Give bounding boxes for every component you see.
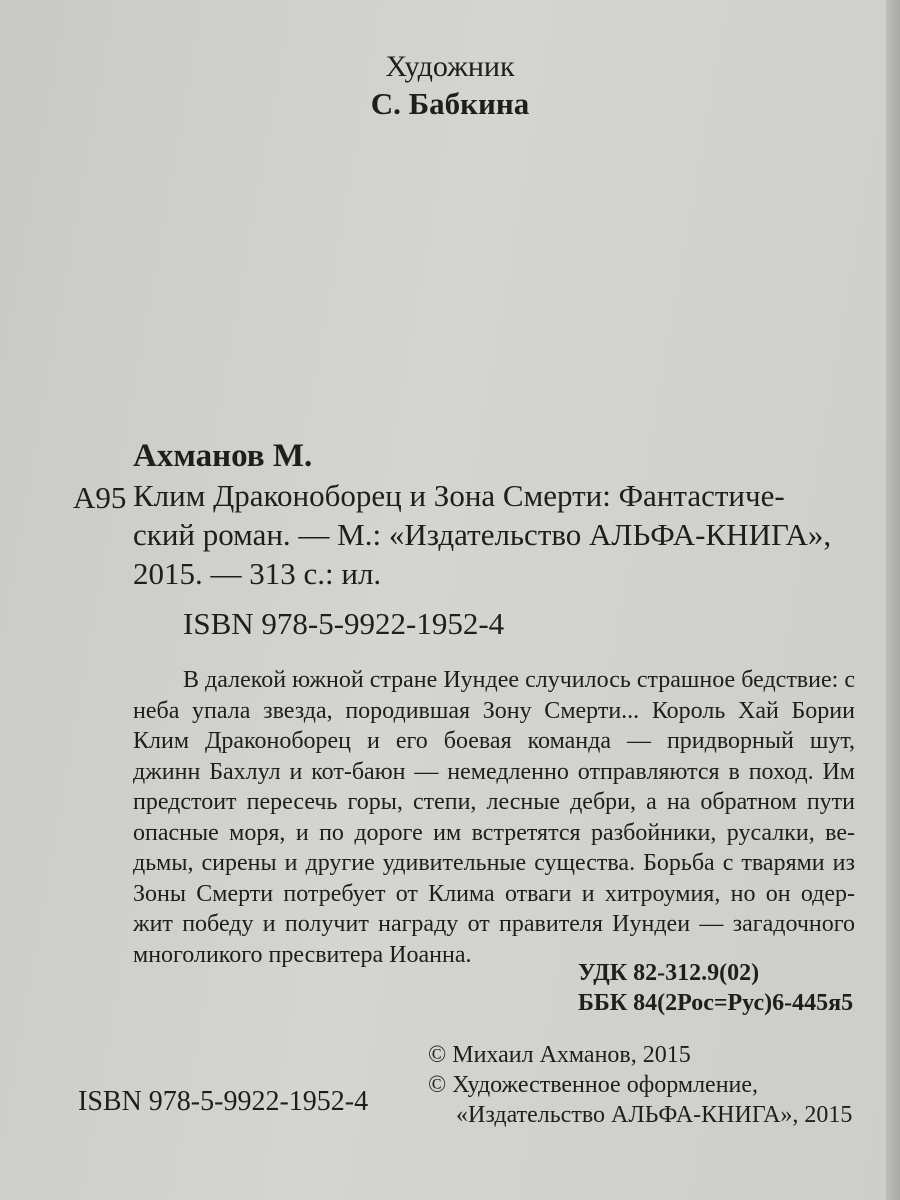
annotation-line: опасные моря, и по дороге им встретятся разбойники, русалки, ве- [133,819,855,846]
bbk-code: ББК 84(2Рос=Рус)6-445я5 [578,990,854,1016]
annotation-text [133,665,855,970]
artist-label: Художник [385,50,515,83]
copyright-author: © Михаил Ахманов, 2015 [428,1042,691,1068]
copyright-block [428,1040,852,1130]
copyright-publisher: «Издательство АЛЬФА-КНИГА», 2015 [456,1102,853,1128]
bibliographic-record [133,476,855,593]
catalog-code: А95 [73,480,127,515]
annotation-line: предстоит пересечь горы, степи, лесные дебри, а на обратном пути [133,789,855,815]
annotation-line: неба упала звезда, породившая Зону Смерти... Король Хай Бории [133,697,855,724]
annotation-line: Зоны Смерти потребует от Клима отваги и хитроумия, но он одер- [133,880,855,907]
copyright-design: © Художественное оформление, [428,1072,759,1098]
annotation-line: многоликого пресвитера Иоанна. [133,941,472,968]
annotation-line: дьмы, сирены и другие удивительные существа. Борьба с тварями из [133,850,855,876]
udk-code: УДК 82-312.9(02) [578,960,760,986]
annotation-line: жит победу и получит награду от правителя Иундеи — загадочного [133,911,855,937]
annotation-line: Клим Драконоборец и его боевая команда — придворный шут, [133,728,855,754]
isbn-main: ISBN 978-5-9922-1952-4 [183,606,505,641]
annotation-line: В далекой южной стране Иундее случилось страшное бедствие: с [183,667,855,693]
biblio-line: 2015. — 313 с.: ил. [133,556,382,591]
isbn-bottom: ISBN 978-5-9922-1952-4 [78,1086,369,1117]
page-edge [886,0,900,1200]
biblio-line: ский роман. — М.: «Издательство АЛЬФА-КНИГА», [133,517,832,552]
annotation-line: джинн Бахлул и кот-баюн — немедленно отправляются в поход. Им [133,758,855,785]
classification-codes [578,958,853,1018]
artist-name: С. Бабкина [370,86,530,121]
author-name: Ахманов М. [133,438,313,474]
biblio-line: Клим Драконоборец и Зона Смерти: Фантастиче- [133,478,785,513]
